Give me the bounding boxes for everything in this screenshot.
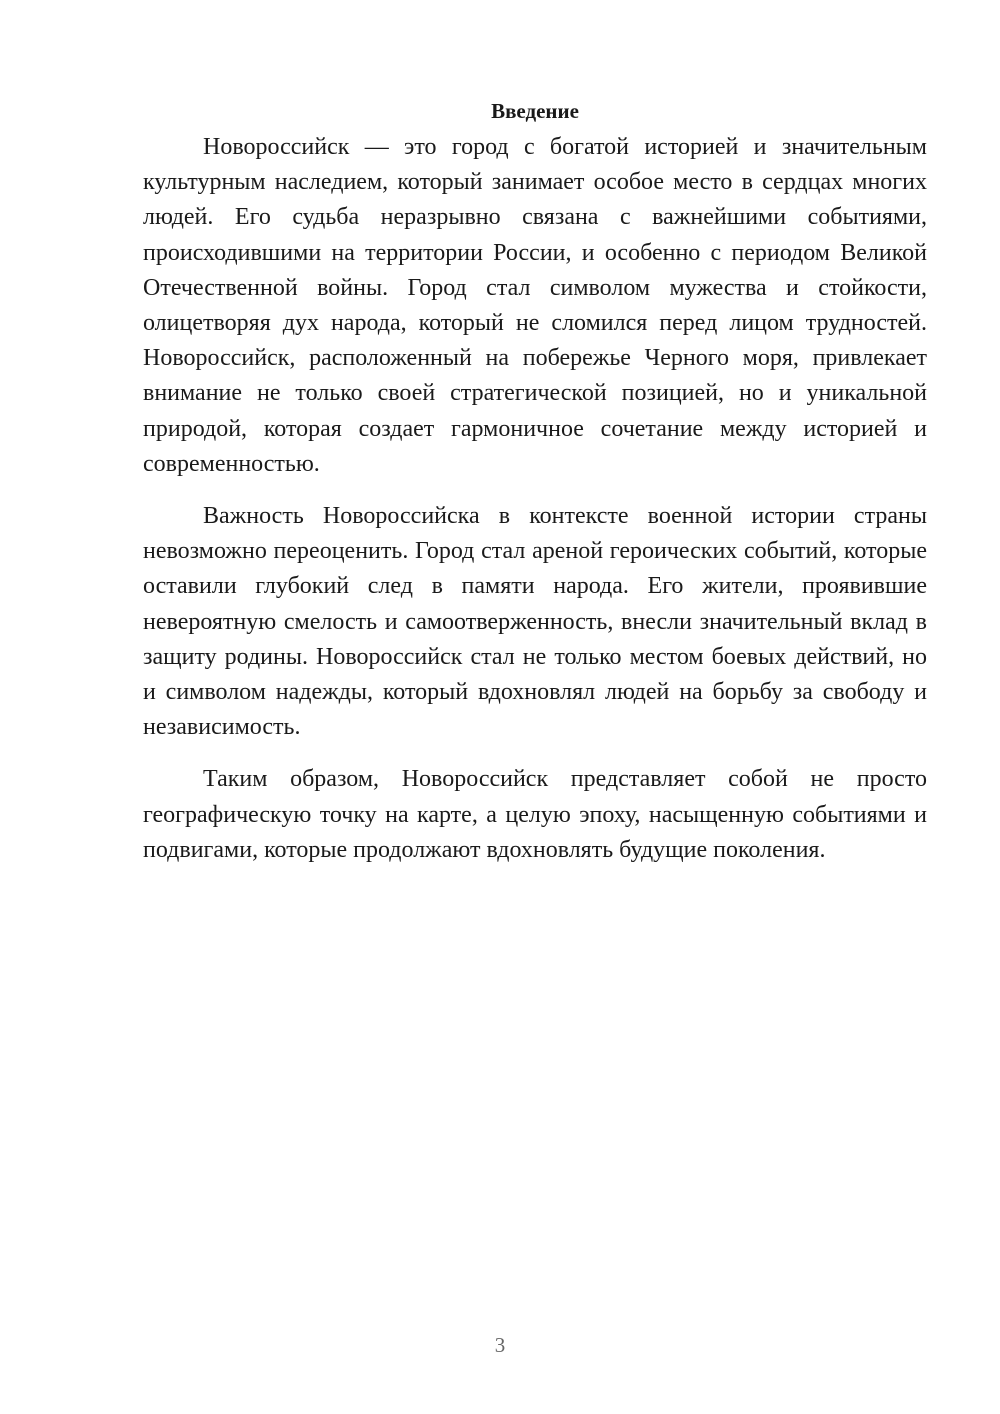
- paragraph-3: Таким образом, Новороссийск представляет собой не просто географическую точку на карте, а целую эпоху, насыщенную событиями и подвигами, которые продолжают вдохновлять будущие поколения.: [143, 766, 927, 863]
- paragraph-1: Новороссийск — это город с богатой историей и значительным культурным наследием, который занимает особое место в сердцах многих людей. Его судьба неразрывно связана с важнейшими событиями, происходившими на территории России, и особенно с периодом Великой Отечественной войны. Город стал символом мужества и стойкости, олицетворяя дух народа, который не сломился перед лицом трудностей. Новороссийск, расположенный на побережье Черного моря, привлекает внимание не только своей стратегической позицией, но и уникальной природой, которая создает гармоничное сочетание между историей и современностью.: [143, 134, 927, 477]
- section-heading: Введение: [491, 99, 579, 123]
- paragraph-2: Важность Новороссийска в контексте военной истории страны невозможно переоценить. Город стал ареной героических событий, которые оставили глубокий след в памяти народа. Его жители, проявившие невероятную смелость и самоотверженность, внесли значительный вклад в защиту родины. Новороссийск стал не только местом боевых действий, но и символом надежды, который вдохновлял людей на борьбу за свободу и независимость.: [143, 503, 927, 741]
- page-number: 3: [494, 1333, 506, 1357]
- document-body: [143, 95, 927, 885]
